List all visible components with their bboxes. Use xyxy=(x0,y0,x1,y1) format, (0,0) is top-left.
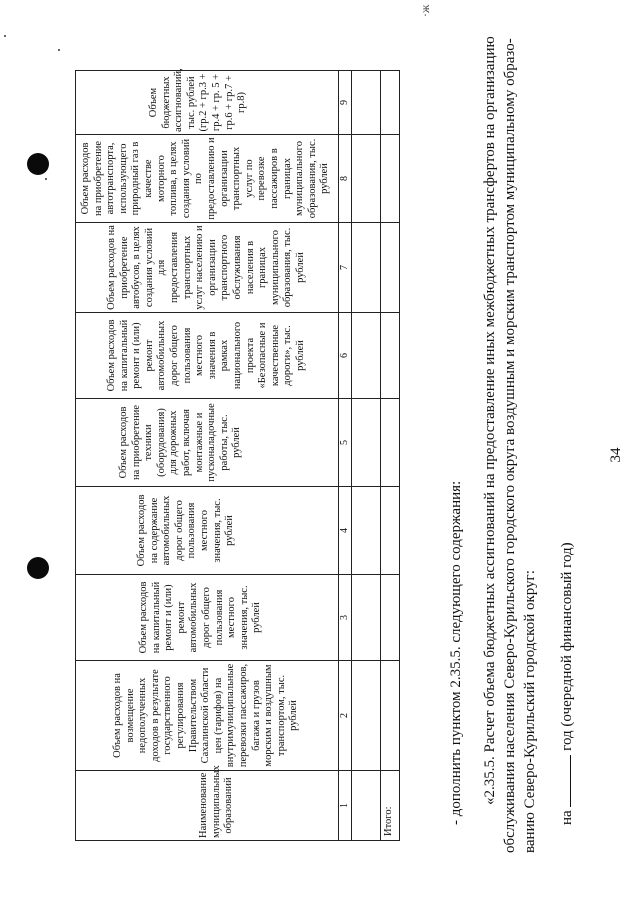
table-cell xyxy=(352,771,381,841)
column-number: 5 xyxy=(339,399,352,487)
column-number-row xyxy=(339,71,352,841)
column-number: 1 xyxy=(339,771,352,841)
column-number: 7 xyxy=(339,223,352,313)
table-cell xyxy=(381,71,400,135)
paragraph-line: «2.35.5. Расчет объема бюджетных ассигнований на предоставление иных межбюджетных трансфертов на организацию xyxy=(482,36,498,805)
table-header: Объем расходов на приобретение техники (оборудования) для дорожных работ, включая монтажные и пусконаладочные работы, тыс. рублей xyxy=(76,399,339,487)
table-header: Объем расходов на приобретение автобусов, в целях создания условий для предоставления транспортных услуг населению и организации транспортного обслуживания населения в границах муниципального образования, тыс. рублей xyxy=(76,223,339,313)
table-row xyxy=(352,71,381,841)
total-row xyxy=(381,71,400,841)
table-cell xyxy=(352,661,381,771)
table-header: Наименование муниципальных образований xyxy=(76,771,339,841)
table-cell xyxy=(381,575,400,661)
table-cell xyxy=(381,135,400,223)
total-label: Итого: xyxy=(381,771,400,841)
table-cell xyxy=(381,661,400,771)
year-prefix: на xyxy=(559,810,575,825)
column-number: 8 xyxy=(339,135,352,223)
table-cell xyxy=(352,223,381,313)
table-cell xyxy=(381,487,400,575)
column-number: 3 xyxy=(339,575,352,661)
table-cell xyxy=(352,313,381,399)
column-number: 6 xyxy=(339,313,352,399)
table-header: Объем бюджетных ассигнований, тыс. рублей (гр.2 + гр.3 + гр.4 + гр. 5 + гр.6 + гр.7 + гр.8) xyxy=(76,71,339,135)
table-cell xyxy=(352,399,381,487)
table-cell xyxy=(352,487,381,575)
paragraph-line: обслуживания населения Северо-Курильского городского округа воздушным и морским транспортом муниципальному образо- xyxy=(502,38,518,853)
column-number: 2 xyxy=(339,661,352,771)
table-header: Объем расходов на капитальный ремонт и (или) ремонт автомобильных дорог общего пользования местного значения в рамках национального проекта «Безопасные и качественные дороги», тыс. рублей xyxy=(76,313,339,399)
table-cell xyxy=(352,135,381,223)
margin-mark: ·ж xyxy=(418,4,432,17)
table-header: Объем расходов на приобретение автотранспорта, использующего природный газ в качестве моторного топлива, в целях создания условий по предоставлению и организации транспортных услуг по перевозке пассажиров в границах муниципального образования, тыс. рублей xyxy=(76,135,339,223)
year-suffix: год (очередной финансовый год) xyxy=(559,542,575,751)
page-number: 34 xyxy=(608,447,624,463)
column-number: 4 xyxy=(339,487,352,575)
table-cell xyxy=(381,399,400,487)
table-header-row xyxy=(76,71,339,841)
table-cell xyxy=(381,223,400,313)
paragraph-line: ванию Северо-Курильский городской округ: xyxy=(522,570,538,853)
table-header: Объем расходов на возмещение недополученных доходов в результате государственного регулирования Правительством Сахалинской области цен (тарифов) на внутримуниципальные перевозки пассажиров, багажа и грузов морским и воздушным транспортом, тыс. рублей xyxy=(76,661,339,771)
table-cell xyxy=(352,71,381,135)
table-header: Объем расходов на капитальный ремонт и (или) ремонт автомобильных дорог общего пользования местного значения, тыс. рублей xyxy=(76,575,339,661)
year-line xyxy=(558,542,576,825)
table-cell xyxy=(352,575,381,661)
table-header: Объем расходов на содержание автомобильных дорог общего пользования местного значения, тыс. рублей xyxy=(76,487,339,575)
year-blank xyxy=(558,755,571,807)
column-number: 9 xyxy=(339,71,352,135)
data-table xyxy=(75,70,400,841)
amendment-intro: - дополнить пунктом 2.35.5. следующего содержания: xyxy=(448,480,464,825)
table-cell xyxy=(381,313,400,399)
